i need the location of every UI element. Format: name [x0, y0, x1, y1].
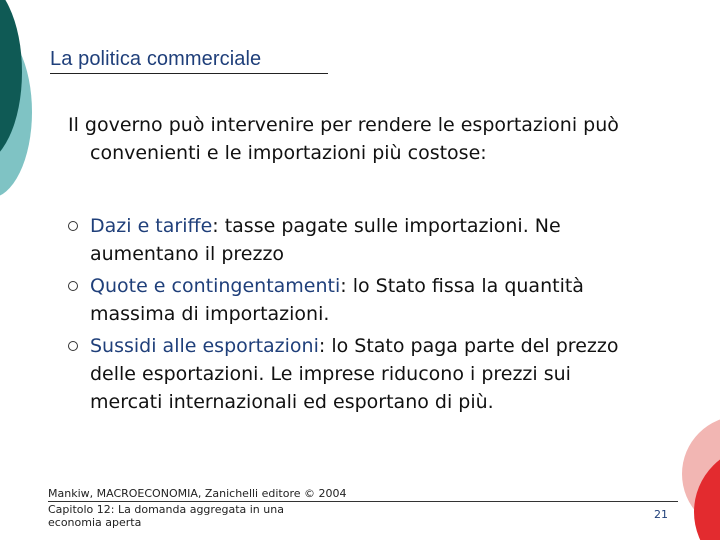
footer-divider: [48, 501, 678, 502]
bullet-term: Quote e contingentamenti: [90, 275, 341, 297]
slide-title: La politica commerciale: [50, 48, 262, 70]
intro-paragraph: Il governo può intervenire per rendere le esportazioni può convenienti e le importazioni più costose:: [68, 114, 619, 164]
list-item: [68, 212, 648, 268]
bullet-circle-icon: [68, 221, 78, 231]
bullet-list: [68, 212, 648, 420]
bullet-circle-icon: [68, 281, 78, 291]
list-item: [68, 272, 648, 328]
title-underline: [50, 73, 328, 74]
bullet-term: Sussidi alle esportazioni: [90, 335, 319, 357]
footer-source: Mankiw, MACROECONOMIA, Zanichelli editore © 2004: [48, 487, 347, 500]
footer-chapter: Capitolo 12: La domanda aggregata in una economia aperta: [48, 503, 284, 529]
bullet-text: : tasse pagate sulle importazioni. Ne aumentano il prezzo: [90, 215, 561, 265]
bullet-text: : lo Stato fissa la quantità massima di importazioni.: [90, 275, 584, 325]
bullet-text: : lo Stato paga parte del prezzo delle esportazioni. Le imprese riducono i prezzi sui mercati internazionali ed esportano di più.: [90, 335, 619, 413]
page-number: 21: [654, 508, 668, 521]
bullet-term: Dazi e tariffe: [90, 215, 213, 237]
bullet-circle-icon: [68, 341, 78, 351]
list-item: [68, 332, 648, 416]
